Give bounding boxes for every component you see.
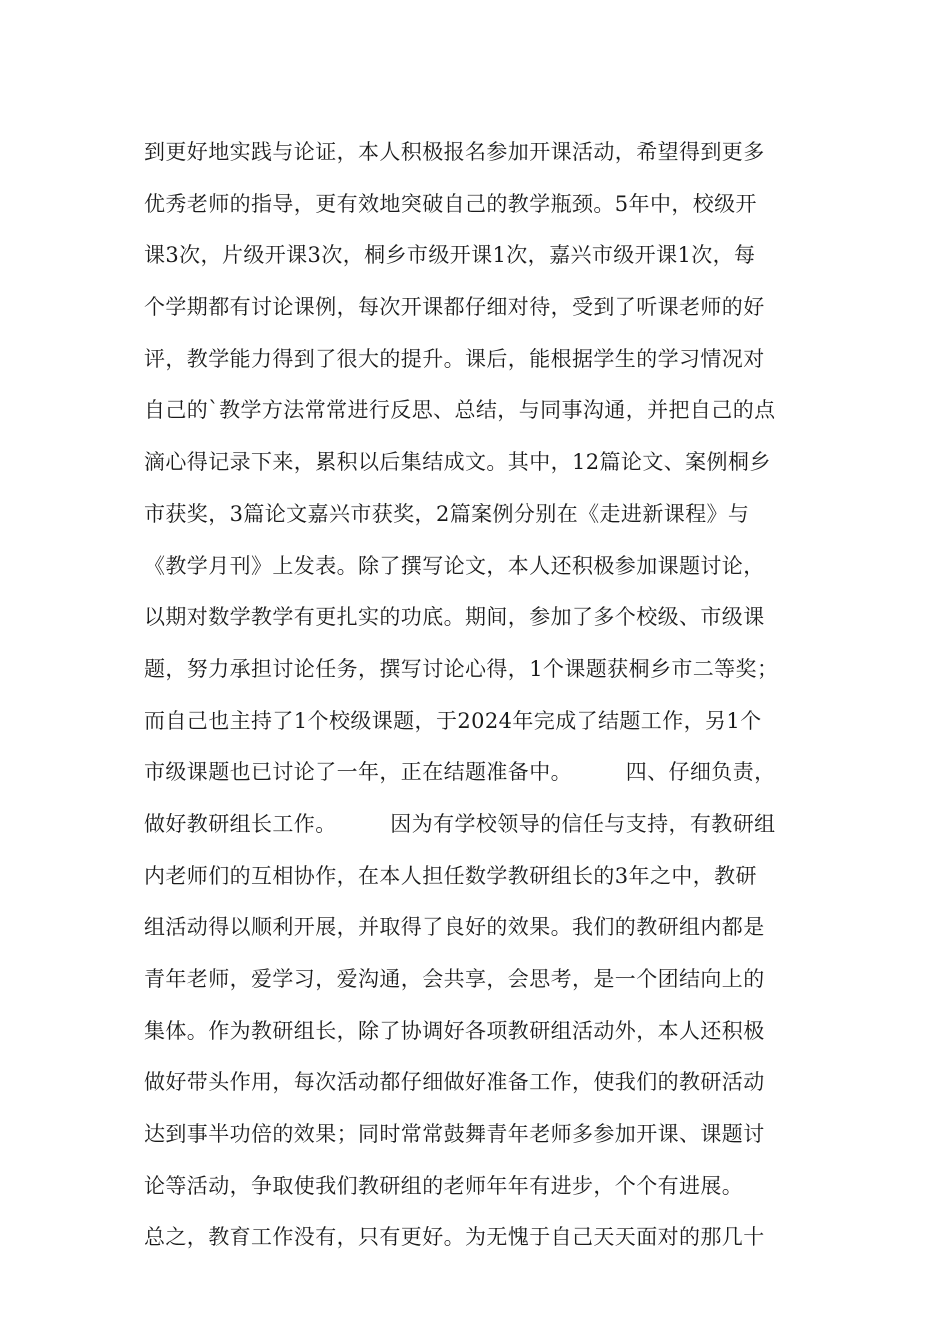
text-line: 个学期都有讨论课例，每次开课都仔细对待，受到了听课老师的好 xyxy=(144,295,765,320)
text-line: 课3次，片级开课3次，桐乡市级开课1次，嘉兴市级开课1次，每 xyxy=(144,243,756,268)
text-line: 以期对数学教学有更扎实的功底。期间，参加了多个校级、市级课 xyxy=(144,605,765,630)
text-line: 达到事半功倍的效果；同时常常鼓舞青年老师多参加开课、课题讨 xyxy=(144,1122,765,1147)
text-line: 优秀老师的指导，更有效地突破自己的教学瓶颈。5年中，校级开 xyxy=(144,191,757,216)
text-line: 市级课题也已讨论了一年，正在结题准备中。 四、仔细负责， xyxy=(144,760,776,785)
text-line: 题，努力承担讨论任务，撰写讨论心得，1个课题获桐乡市二等奖； xyxy=(144,656,779,681)
text-line: 评，教学能力得到了很大的提升。课后，能根据学生的学习情况对 xyxy=(144,346,765,371)
text-line: 论等活动，争取使我们教研组的老师年年有进步，个个有进展。 xyxy=(144,1173,744,1198)
text-line: 内老师们的互相协作，在本人担任数学教研组长的3年之中，教研 xyxy=(144,863,757,888)
text-line: 而自己也主持了1个校级课题，于2024年完成了结题工作，另1个 xyxy=(144,708,762,733)
text-line: 组活动得以顺利开展，并取得了良好的效果。我们的教研组内都是 xyxy=(144,915,765,940)
text-line: 总之，教育工作没有，只有更好。为无愧于自己天天面对的那几十 xyxy=(144,1225,765,1250)
text-line: 青年老师，爱学习，爱沟通，会共享，会思考，是一个团结向上的 xyxy=(144,967,765,991)
text-line: 自己的`教学方法常常进行反思、总结，与同事沟通，并把自己的点 xyxy=(144,398,776,423)
text-line: 做好教研组长工作。 因为有学校领导的信任与支持，有教研组 xyxy=(144,811,776,836)
text-line: 做好带头作用，每次活动都仔细做好准备工作，使我们的教研活动 xyxy=(144,1070,765,1095)
body-text xyxy=(144,132,814,1269)
text-line: 《教学月刊》上发表。除了撰写论文，本人还积极参加课题讨论， xyxy=(144,553,765,578)
text-line: 滴心得记录下来，累积以后集结成文。其中，12篇论文、案例桐乡 xyxy=(144,450,771,475)
text-line: 到更好地实践与论证，本人积极报名参加开课活动，希望得到更多 xyxy=(144,140,765,164)
text-line: 集体。作为教研组长，除了协调好各项教研组活动外，本人还积极 xyxy=(144,1018,765,1043)
text-line: 市获奖，3篇论文嘉兴市获奖，2篇案例分别在《走进新课程》与 xyxy=(144,501,750,526)
